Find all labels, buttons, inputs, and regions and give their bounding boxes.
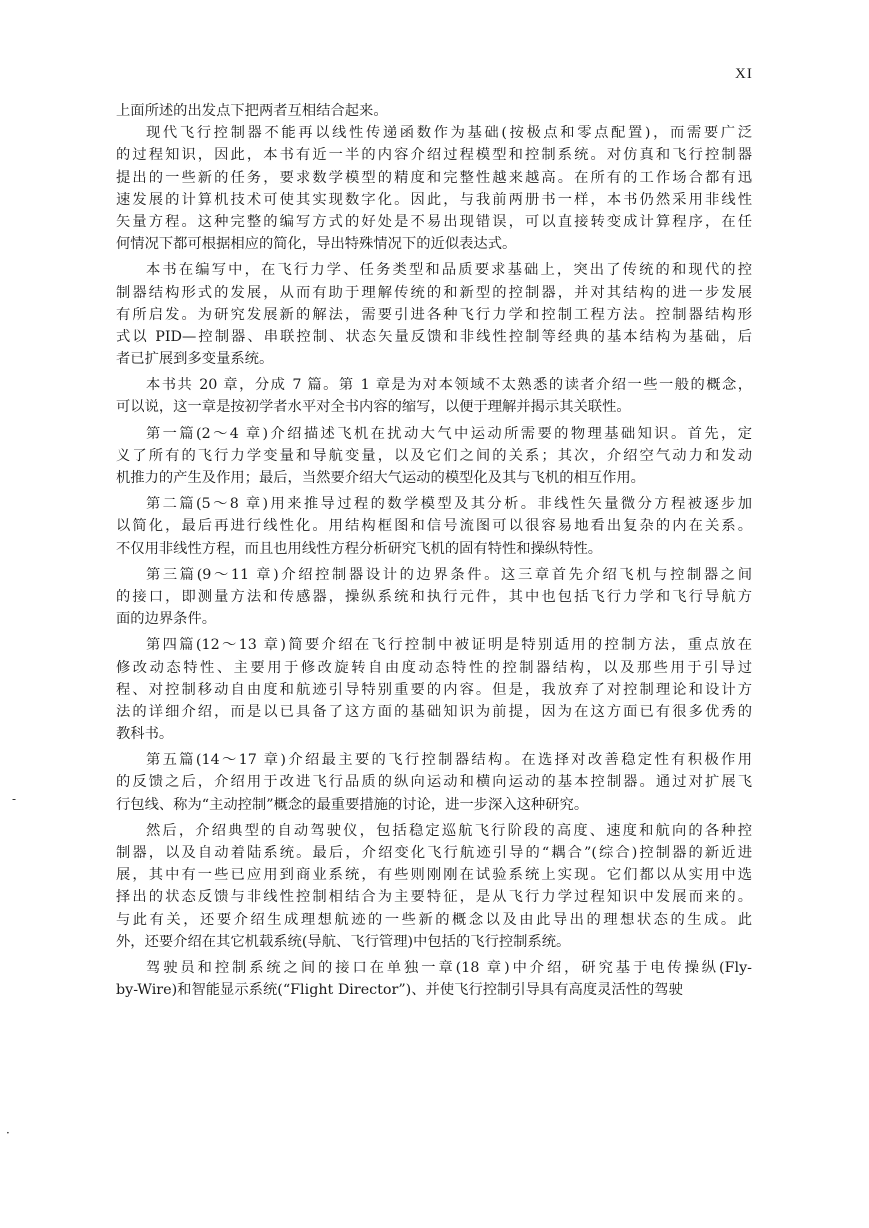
text-line: 可以说，这一章是按初学者水平对全书内容的缩写，以便于理解并揭示其关联性。 [116, 399, 631, 416]
text-line: 本书共 20 章，分成 7 篇。第 1 章是为对本领域不太熟悉的读者介绍一些一般的概念， [146, 377, 752, 394]
text-line: 速发展的计算机技术可使其实现数字化。因此，与我前两册书一样，本书仍然采用非线性 [116, 191, 752, 208]
text-line: 然后，介绍典型的自动驾驶仪，包括稳定巡航飞行阶段的高度、速度和航向的各种控 [146, 822, 752, 839]
text-line: 上面所述的出发点下把两者互相结合起来。 [116, 103, 388, 119]
text-line: 程、对控制移动自由度和航迹引导特别重要的内容。但是，我放弃了对控制理论和设计方 [116, 681, 752, 698]
text-line: 第四篇(12～13 章)简要介绍在飞行控制中被证明是特别适用的控制方法，重点放在 [146, 637, 752, 654]
text-line: 展，其中有一些已应用到商业系统，有些则刚刚在试验系统上实现。它们都以从实用中选 [116, 867, 752, 884]
text-line: 机推力的产生及作用；最后，当然要介绍大气运动的模型化及其与飞机的相互作用。 [116, 470, 645, 486]
text-line: 有所启发。为研究发展新的解法，需要引进各种飞行力学和控制工程方法。控制器结构形 [116, 306, 752, 323]
text-line: 者已扩展到多变量系统。 [116, 351, 274, 368]
text-line: 第一篇(2～4 章)介绍描述飞机在扰动大气中运动所需要的物理基础知识。首先，定 [146, 425, 752, 442]
text-line: 与此有关，还要介绍生成理想航迹的一些新的概念以及由此导出的理想状态的生成。此 [116, 911, 752, 928]
text-line: 第五篇(14～17 章)介绍最主要的飞行控制器结构。在选择对改善稳定性有积极作用 [146, 752, 752, 769]
text-line: 驾驶员和控制系统之间的接口在单独一章(18 章)中介绍，研究基于电传操纵(Fly- [146, 959, 752, 976]
text-line: 不仅用非线性方程，而且也用线性方程分析研究飞机的固有特性和操纵特性。 [116, 540, 603, 557]
text-line: 择出的状态反馈与非线性控制相结合为主要特征，是从飞行力学过程知识中发展而来的。 [116, 889, 752, 906]
text-line: 行包线、称为“主动控制”概念的最重要措施的讨论，进一步深入这种研究。 [116, 796, 589, 813]
text-line: 制器结构形式的发展，从而有助于理解传统的和新型的控制器，并对其结构的进一步发展 [116, 284, 752, 301]
text-line: 第三篇(9～11 章)介绍控制器设计的边界条件。这三章首先介绍飞机与控制器之间 [146, 566, 752, 583]
page-number: XI [735, 66, 753, 82]
text-line: 何情况下都可根据相应的简化，导出特殊情况下的近似表达式。 [116, 236, 517, 253]
text-line: 的反馈之后，介绍用于改进飞行品质的纵向运动和横向运动的基本控制器。通过对扩展飞 [116, 774, 752, 791]
text-line: 矢量方程。这种完整的编写方式的好处是不易出现错误，可以直接转变成计算程序，在任 [116, 213, 752, 230]
text-line: by-Wire)和智能显示系统(“Flight Director”)、并使飞行控制引导具有高度灵活性的驾驶 [116, 982, 683, 999]
text-line: 的过程知识，因此，本书有近一半的内容介绍过程模型和控制系统。对仿真和飞行控制器 [116, 147, 752, 164]
text-line: 法的详细介绍，而是以已具备了这方面的基础知识为前提，因为在这方面已有很多优秀的 [116, 703, 752, 720]
text-line: 式以 PID—控制器、串联控制、状态矢量反馈和非线性控制等经典的基本结构为基础，后 [116, 328, 752, 345]
text-line: 的接口，即测量方法和传感器，操纵系统和执行元件，其中也包括飞行力学和飞行导航方 [116, 588, 752, 605]
body-text [116, 100, 752, 1001]
text-line: 提出的一些新的任务，要求数学模型的精度和完整性越来越高。在所有的工作场合都有迅 [116, 169, 752, 186]
text-line: 本书在编写中，在飞行力学、任务类型和品质要求基础上，突出了传统的和现代的控 [146, 262, 752, 279]
margin-mark: · [6, 1126, 10, 1140]
text-line: 面的边界条件。 [116, 611, 217, 628]
text-line: 现代飞行控制器不能再以线性传递函数作为基础(按极点和零点配置)，而需要广泛 [146, 125, 752, 142]
text-line: 制器，以及自动着陆系统。最后，介绍变化飞行航迹引导的“耦合”(综合)控制器的新近进 [116, 845, 752, 861]
text-line: 第二篇(5～8 章)用来推导过程的数学模型及其分析。非线性矢量微分方程被逐步加 [146, 496, 752, 513]
text-line: 外，还要介绍在其它机载系统(导航、飞行管理)中包括的飞行控制系统。 [116, 933, 571, 950]
text-line: 教科书。 [116, 726, 174, 743]
margin-mark: - [12, 792, 17, 806]
text-line: 修改动态特性、主要用于修改旋转自由度动态特性的控制器结构，以及那些用于引导过 [116, 659, 752, 676]
text-line: 义了所有的飞行力学变量和导航变量，以及它们之间的关系；其次，介绍空气动力和发动 [116, 447, 752, 464]
text-line: 以简化，最后再进行线性化。用结构框图和信号流图可以很容易地看出复杂的内在关系。 [116, 518, 752, 535]
